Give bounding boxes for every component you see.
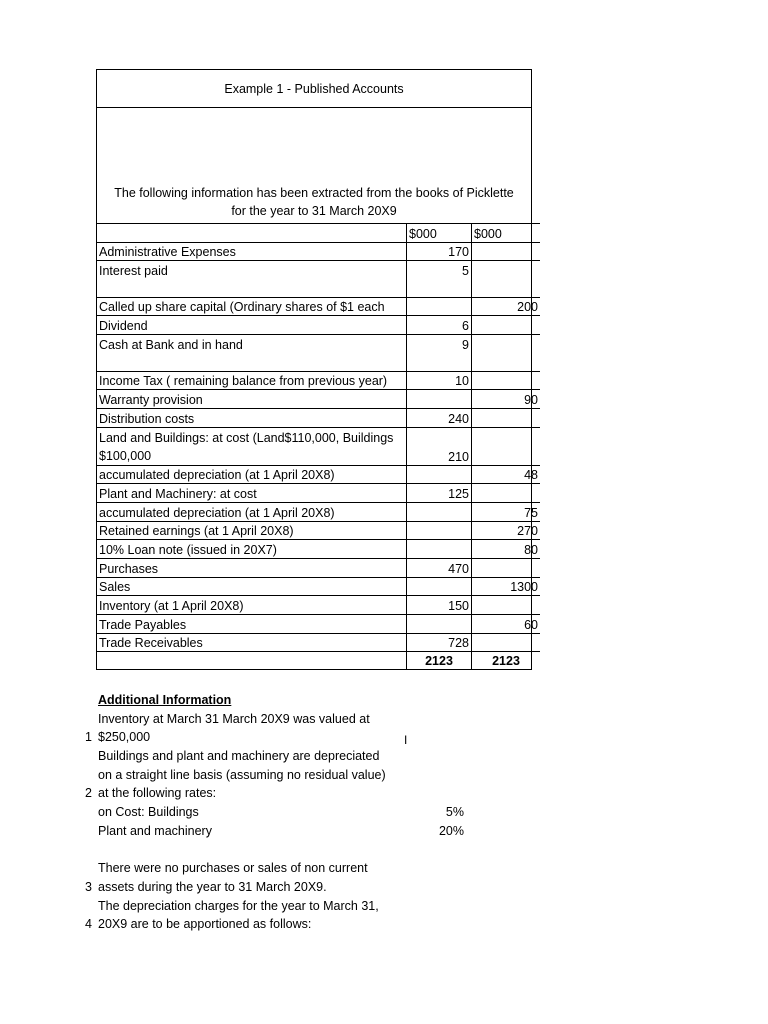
additional-line xyxy=(78,728,498,747)
row-label: Income Tax ( remaining balance from previous year) xyxy=(97,371,407,390)
row-label: Warranty provision xyxy=(97,390,407,409)
row-credit xyxy=(472,484,541,503)
row-credit xyxy=(472,242,541,261)
row-debit xyxy=(407,540,472,559)
row-label: Retained earnings (at 1 April 20X8) xyxy=(97,521,407,540)
row-label: Inventory (at 1 April 20X8) xyxy=(97,596,407,615)
ledger-table xyxy=(97,223,540,669)
row-debit: 125 xyxy=(407,484,472,503)
additional-line xyxy=(78,784,498,803)
table-row xyxy=(97,261,540,279)
row-credit xyxy=(472,261,541,279)
table-row xyxy=(97,521,540,540)
table-row xyxy=(97,316,540,335)
table-row xyxy=(97,615,540,634)
row-debit xyxy=(407,615,472,634)
additional-line xyxy=(78,897,498,916)
row-debit: 210 xyxy=(407,427,472,465)
row-credit xyxy=(472,633,541,652)
row-label: Called up share capital (Ordinary shares of $1 each xyxy=(97,297,407,316)
row-label: accumulated depreciation (at 1 April 20X8) xyxy=(97,502,407,521)
row-debit: 150 xyxy=(407,596,472,615)
row-label xyxy=(97,279,407,297)
row-debit: 240 xyxy=(407,408,472,427)
totals-row xyxy=(97,652,540,670)
row-credit xyxy=(472,408,541,427)
table-row xyxy=(97,353,540,371)
table-row xyxy=(97,242,540,261)
row-debit: 170 xyxy=(407,242,472,261)
note-number: 4 xyxy=(85,917,92,932)
additional-information xyxy=(78,691,498,934)
sheet-title: Example 1 - Published Accounts xyxy=(97,70,531,108)
row-credit xyxy=(472,596,541,615)
row-credit xyxy=(472,559,541,578)
row-label: Trade Payables xyxy=(97,615,407,634)
totals-label xyxy=(97,652,407,670)
row-label: Interest paid xyxy=(97,261,407,279)
row-debit: 6 xyxy=(407,316,472,335)
row-label: Administrative Expenses xyxy=(97,242,407,261)
row-credit xyxy=(472,316,541,335)
row-credit xyxy=(472,279,541,297)
row-credit xyxy=(472,427,541,465)
additional-line xyxy=(78,710,498,729)
table-row xyxy=(97,633,540,652)
header-blank xyxy=(97,224,407,243)
table-row xyxy=(97,335,540,353)
table-row xyxy=(97,502,540,521)
row-label: Plant and Machinery: at cost xyxy=(97,484,407,503)
additional-line xyxy=(78,841,498,860)
row-debit xyxy=(407,521,472,540)
row-label: accumulated depreciation (at 1 April 20X8) xyxy=(97,465,407,484)
note-text: assets during the year to 31 March 20X9. xyxy=(98,879,327,894)
note-text: Buildings and plant and machinery are depreciated xyxy=(98,749,380,764)
note-text: Inventory at March 31 March 20X9 was valued at xyxy=(98,711,370,726)
intro-line-1: The following information has been extracted from the books of Picklette xyxy=(114,186,514,200)
row-label: 10% Loan note (issued in 20X7) xyxy=(97,540,407,559)
table-row xyxy=(97,297,540,316)
row-debit: 470 xyxy=(407,559,472,578)
row-credit: 75 xyxy=(472,502,541,521)
additional-line xyxy=(78,859,498,878)
table-row xyxy=(97,408,540,427)
row-credit xyxy=(472,335,541,353)
row-credit xyxy=(472,371,541,390)
table-row xyxy=(97,427,540,465)
additional-line xyxy=(78,915,498,934)
note-text: Plant and machinery xyxy=(98,823,212,838)
row-debit xyxy=(407,390,472,409)
table-row xyxy=(97,596,540,615)
table-row xyxy=(97,371,540,390)
row-label: Distribution costs xyxy=(97,408,407,427)
note-text: 20X9 are to be apportioned as follows: xyxy=(98,917,312,932)
table-row xyxy=(97,577,540,596)
row-debit: 10 xyxy=(407,371,472,390)
additional-line xyxy=(78,747,498,766)
row-credit: 270 xyxy=(472,521,541,540)
total-debit: 2123 xyxy=(407,652,472,670)
row-label: Purchases xyxy=(97,559,407,578)
row-credit: 80 xyxy=(472,540,541,559)
depreciation-rate: 20% xyxy=(438,823,464,838)
row-credit: 48 xyxy=(472,465,541,484)
intro-line-2: for the year to 31 March 20X9 xyxy=(231,204,397,218)
column-header-row xyxy=(97,224,540,243)
table-row xyxy=(97,465,540,484)
column-header-debit: $000 xyxy=(407,224,472,243)
additional-line xyxy=(78,803,498,822)
total-credit: 2123 xyxy=(472,652,541,670)
note-text: $250,000 xyxy=(98,730,151,745)
table-row xyxy=(97,540,540,559)
row-label: Cash at Bank and in hand xyxy=(97,335,407,353)
table-row xyxy=(97,279,540,297)
table-row xyxy=(97,390,540,409)
row-credit: 200 xyxy=(472,297,541,316)
row-debit xyxy=(407,279,472,297)
row-credit xyxy=(472,353,541,371)
row-label: Land and Buildings: at cost (Land$110,000, Buildings $100,000 xyxy=(97,427,407,465)
note-number: 3 xyxy=(85,879,92,894)
row-debit: 9 xyxy=(407,335,472,353)
row-credit: 90 xyxy=(472,390,541,409)
row-debit xyxy=(407,577,472,596)
note-text: The depreciation charges for the year to March 31, xyxy=(98,898,379,913)
row-label: Dividend xyxy=(97,316,407,335)
row-debit: 728 xyxy=(407,633,472,652)
additional-line xyxy=(78,822,498,841)
row-label xyxy=(97,353,407,371)
row-debit xyxy=(407,465,472,484)
row-label: Sales xyxy=(97,577,407,596)
table-row xyxy=(97,559,540,578)
row-debit xyxy=(407,502,472,521)
additional-heading: Additional Information xyxy=(98,693,232,707)
row-debit xyxy=(407,297,472,316)
note-text: at the following rates: xyxy=(98,786,217,801)
note-number: 1 xyxy=(85,730,92,745)
note-number: 2 xyxy=(85,786,92,801)
row-label: Trade Receivables xyxy=(97,633,407,652)
text-cursor-icon: I xyxy=(404,733,408,747)
additional-line xyxy=(78,766,498,785)
note-text: There were no purchases or sales of non current xyxy=(98,861,368,876)
row-credit: 60 xyxy=(472,615,541,634)
row-debit xyxy=(407,353,472,371)
intro-text xyxy=(97,108,531,223)
row-debit: 5 xyxy=(407,261,472,279)
note-text: on Cost: Buildings xyxy=(98,805,199,820)
row-credit: 1300 xyxy=(472,577,541,596)
additional-line xyxy=(78,878,498,897)
trial-balance-sheet xyxy=(96,69,538,670)
depreciation-rate: 5% xyxy=(445,805,464,820)
note-text: on a straight line basis (assuming no residual value) xyxy=(98,767,386,782)
table-row xyxy=(97,484,540,503)
column-header-credit: $000 xyxy=(472,224,541,243)
